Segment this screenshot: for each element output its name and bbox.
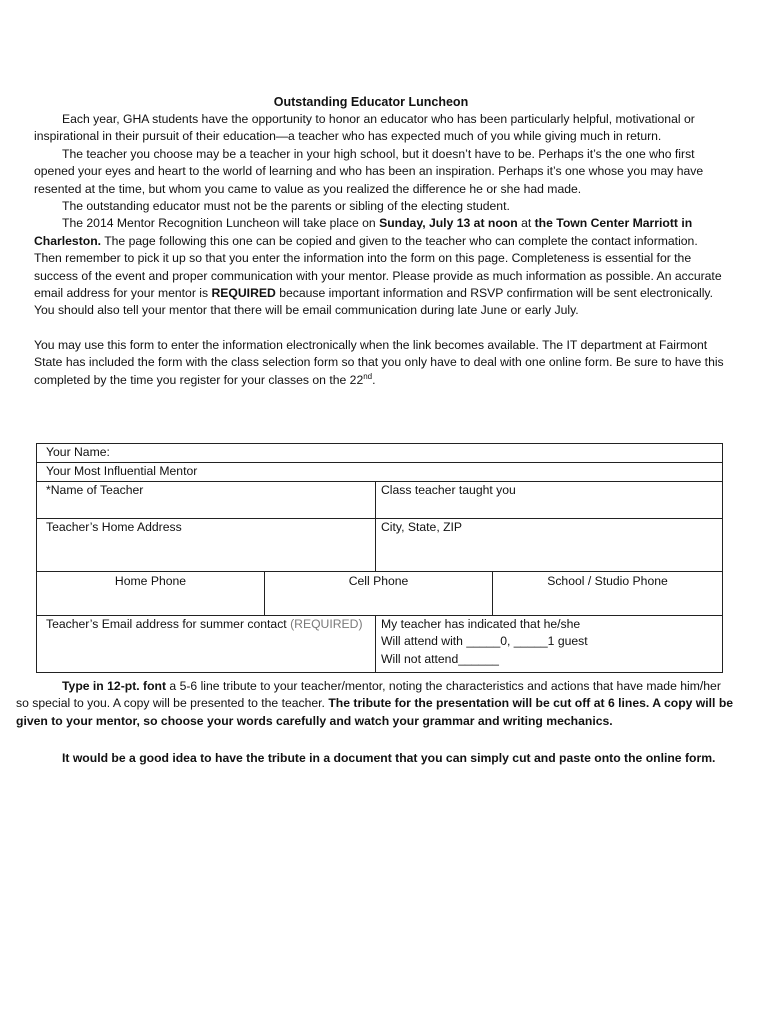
paragraph-gap [34,320,724,337]
tribute-cutoff-note: The tribute for the presentation will be cut off at 6 lines. A copy will be given to your mentor, so choose your words carefully and watch your grammar and writing mechanics. [16,696,734,728]
class-taught-field[interactable]: Class teacher taught you [376,482,723,519]
luncheon-date: Sunday, July 13 at noon [379,216,518,231]
luncheon-text-b: at [517,216,535,231]
cell-phone-field[interactable]: Cell Phone [265,572,493,615]
email-field[interactable] [37,616,376,673]
tribute-text: a 5-6 line tribute to your teacher/mentor, noting the characteristics and actions that have made him/her so special to you. A copy will be presented to the teacher. [16,679,721,711]
your-name-field[interactable]: Your Name: [37,444,723,463]
teacher-name-field[interactable]: *Name of Teacher [37,482,376,519]
ordinal-suffix: nd [363,371,373,381]
online-form-text: You may use this form to enter the information electronically when the link becomes available. The IT department at Fairmont State has included the form with the class selection form so that you only have to deal with one online form. Be sure to have this completed by the time you register for your classes on the 22 [34,337,724,387]
rsvp-attend-line[interactable]: Will attend with _____0, _____1 guest [381,634,588,649]
phone-row [37,572,723,616]
intro-paragraph-2: The teacher you choose may be a teacher in your high school, but it doesn’t have to be. Perhaps it’s the one who first opened your eyes and heart to the world of learning and who has been an inspiration. Perhaps it’s one whose you may have resented at the time, but whom you came to value as you realized the difference he or she had made. [34,146,704,196]
intro-paragraph-4 [34,215,724,319]
intro-paragraph-3: The outstanding educator must not be the parents or sibling of the electing student. [62,199,510,214]
rsvp-not-attend-line[interactable]: Will not attend______ [381,651,499,666]
luncheon-text-c: The page following this one can be copied and given to the teacher who can complete the contact information. Then remember to pick it up so that you enter the information into the form on this page. Completeness is essential for the success of the event and proper communication with your mentor. Please provide as much information as possible. An accurate email address for your mentor is [34,233,722,301]
luncheon-venue: the Town Center Marriott in Charleston. [34,216,693,248]
mentor-section-label: Your Most Influential Mentor [37,463,723,482]
tribute-font-note: Type in 12-pt. font [62,679,167,693]
luncheon-text-d: because important information and RSVP confirmation will be sent electronically. You should also tell your mentor that there will be email communication during late June or early July. [34,286,713,318]
tribute-paragraph [16,678,736,730]
email-label: Teacher’s Email address for summer contact [46,617,287,631]
rsvp-line-1: My teacher has indicated that he/she [381,617,581,631]
online-form-end: . [372,372,376,387]
intro-text [34,111,724,389]
school-phone-field[interactable]: School / Studio Phone [547,574,668,588]
tribute-tip: It would be a good idea to have the tribute in a document that you can simply cut and paste onto the online form. [62,751,716,765]
page-title: Outstanding Educator Luncheon [273,95,469,109]
city-state-zip-field[interactable]: City, State, ZIP [376,519,723,572]
home-address-field[interactable]: Teacher’s Home Address [37,519,376,572]
luncheon-text-a: The 2014 Mentor Recognition Luncheon will take place on [62,216,380,231]
email-required-tag: (REQUIRED) [290,617,363,631]
tribute-instructions [16,678,736,730]
intro-paragraph-5 [34,337,724,389]
email-required-note: REQUIRED [211,286,276,301]
home-phone-field[interactable]: Home Phone [37,572,265,615]
rsvp-field[interactable] [376,616,723,673]
mentor-form [36,443,723,673]
intro-paragraph-1: Each year, GHA students have the opportunity to honor an educator who has been particularly helpful, motivational or inspirational in their pursuit of their education—a teacher who has expected much of you while giving much in return. [34,112,695,144]
